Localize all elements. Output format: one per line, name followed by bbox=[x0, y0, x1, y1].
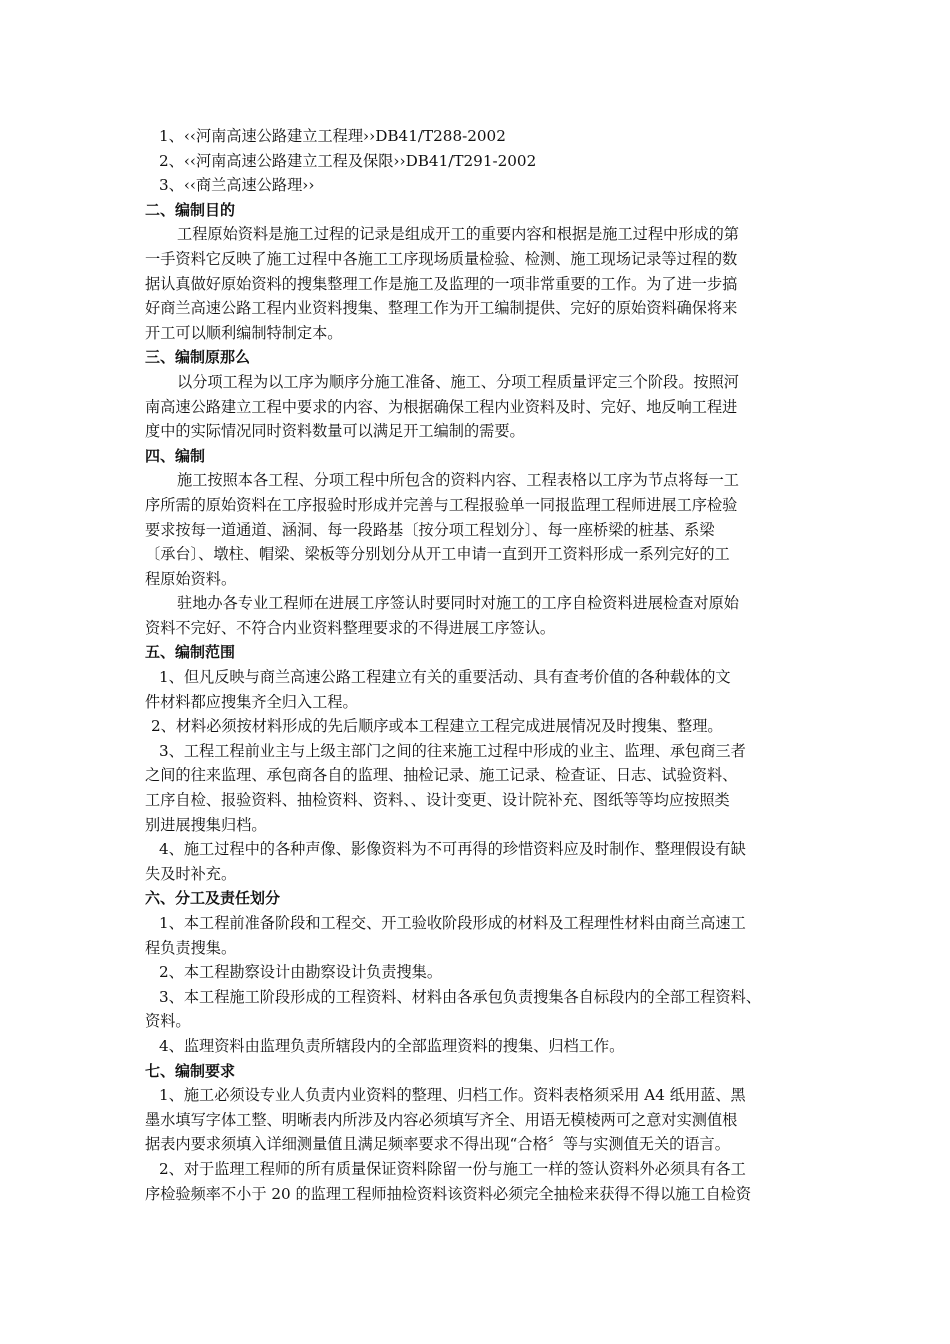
text-line: 以分项工程为以工序为顺序分施工准备、施工、分项工程质量评定三个阶段。按照河 bbox=[177, 372, 739, 391]
text-line: 3、工程工程前业主与上级主部门之间的往来施工过程中形成的业主、监理、承包商三者 bbox=[159, 741, 746, 760]
paragraph bbox=[145, 222, 825, 345]
section-heading: 二、编制目的 bbox=[145, 200, 236, 219]
text-line: 南高速公路建立工程中要求的内容、为根据确保工程内业资料及时、完好、地反响工程进 bbox=[145, 397, 738, 416]
text-line: 好商兰高速公路工程内业资料搜集、整理工作为开工编制提供、完好的原始资料确保将来 bbox=[145, 299, 738, 318]
text-line: 程负责搜集。 bbox=[145, 938, 237, 957]
text-line: 程原始资料。 bbox=[145, 569, 237, 588]
text-line: 2、本工程勘察设计由勘察设计负责搜集。 bbox=[159, 963, 443, 982]
text-line: 一手资料它反映了施工过程中各施工工序现场质量检验、检测、施工现场记录等过程的数 bbox=[145, 249, 738, 268]
list-item bbox=[145, 1083, 825, 1157]
text-line: 件材料都应搜集齐全归入工程。 bbox=[145, 692, 358, 711]
reference-item: 2、‹‹河南高速公路建立工程及保限››DB41/T291-2002 bbox=[159, 151, 537, 170]
section-heading: 五、编制范围 bbox=[145, 643, 236, 662]
list-item bbox=[145, 837, 825, 886]
text-line: 度中的实际情况同时资料数量可以满足开工编制的需要。 bbox=[145, 422, 525, 441]
section-heading: 七、编制要求 bbox=[145, 1061, 236, 1080]
section-heading: 四、编制 bbox=[145, 446, 206, 465]
text-line: 1、施工必须设专业人负责内业资料的整理、归档工作。资料表格须采用 A4 纸用蓝、黑 bbox=[159, 1086, 746, 1105]
paragraph bbox=[145, 468, 825, 591]
text-line: 工程原始资料是施工过程的记录是组成开工的重要内容和根据是施工过程中形成的第 bbox=[177, 225, 739, 244]
text-line: 1、但凡反映与商兰高速公路工程建立有关的重要活动、具有查考价值的各种载体的文 bbox=[159, 668, 731, 687]
list-item bbox=[145, 665, 825, 714]
text-line: 序所需的原始资料在工序报验时形成并完善与工程报验单一同报监理工程师进展工序检验 bbox=[145, 495, 738, 514]
text-line: 工序自检、报验资料、抽检资料、资料、、设计变更、设计院补充、图纸等等均应按照类 bbox=[145, 791, 730, 810]
document-page bbox=[145, 124, 825, 1206]
reference-list bbox=[145, 124, 825, 198]
text-line: 序检验频率不小于 20 的监理工程师抽检资料该资料必须完全抽检来获得不得以施工自检资 bbox=[145, 1184, 752, 1203]
text-line: 驻地办各专业工程师在进展工序签认时要同时对施工的工序自检资料进展检查对原始 bbox=[177, 594, 739, 613]
text-line: 资料不完好、不符合内业资料整理要求的不得进展工序签认。 bbox=[145, 618, 556, 637]
text-line: 2、对于监理工程师的所有质量保证资料除留一份与施工一样的签认资料外必须具有各工 bbox=[159, 1159, 746, 1178]
list-item bbox=[145, 911, 825, 960]
text-line: 3、本工程施工阶段形成的工程资料、材料由各承包负责搜集各自标段内的全部工程资料、 bbox=[159, 987, 761, 1006]
text-line: 之间的往来监理、承包商各自的监理、抽检记录、施工记录、检查证、日志、试验资料、 bbox=[145, 766, 738, 785]
list-item bbox=[145, 1157, 825, 1206]
text-line: 别进展搜集归档。 bbox=[145, 815, 267, 834]
text-line: 4、监理资料由监理负责所辖段内的全部监理资料的搜集、归档工作。 bbox=[159, 1036, 625, 1055]
paragraph bbox=[145, 591, 825, 640]
list-item bbox=[145, 960, 825, 985]
text-line: 失及时补充。 bbox=[145, 864, 237, 883]
text-line: 〔承台〕、墩柱、帽梁、梁板等分别划分从开工申请一直到开工资料形成一系列完好的工 bbox=[145, 545, 730, 564]
text-line: 开工可以顺利编制特制定本。 bbox=[145, 323, 343, 342]
section-heading: 三、编制原那么 bbox=[145, 348, 251, 367]
text-line: 要求按每一道通道、涵洞、每一段路基〔按分项工程划分〕、每一座桥梁的桩基、系梁 bbox=[145, 520, 715, 539]
reference-item: 3、‹‹商兰高速公路理›› bbox=[159, 176, 315, 195]
list-item bbox=[145, 1034, 825, 1059]
text-line: 资料。 bbox=[145, 1012, 191, 1031]
reference-item: 1、‹‹河南高速公路建立工程理››DB41/T288-2002 bbox=[159, 127, 506, 145]
text-line: 4、施工过程中的各种声像、影像资料为不可再得的珍惜资料应及时制作、整理假设有缺 bbox=[159, 840, 746, 859]
text-line: 施工按照本各工程、分项工程中所包含的资料内容、工程表格以工序为节点将每一工 bbox=[177, 471, 739, 490]
list-item bbox=[145, 714, 825, 739]
text-line: 2、材料必须按材料形成的先后顺序或本工程建立工程完成进展情况及时搜集、整理。 bbox=[151, 717, 723, 736]
text-line: 墨水填写字体工整、明晰表内所涉及内容必须填写齐全、用语无模棱两可之意对实测值根 bbox=[145, 1110, 738, 1129]
section-heading: 六、分工及责任划分 bbox=[145, 889, 281, 908]
list-item bbox=[145, 739, 825, 837]
text-line: 据表内要求须填入详细测量值且满足频率要求不得出现“合格〞等与实测值无关的语言。 bbox=[145, 1135, 730, 1154]
text-line: 据认真做好原始资料的搜集整理工作是施工及监理的一项非常重要的工作。为了进一步搞 bbox=[145, 274, 738, 293]
text-line: 1、本工程前准备阶段和工程交、开工验收阶段形成的材料及工程理性材料由商兰高速工 bbox=[159, 914, 746, 932]
list-item bbox=[145, 985, 825, 1034]
paragraph bbox=[145, 370, 825, 444]
